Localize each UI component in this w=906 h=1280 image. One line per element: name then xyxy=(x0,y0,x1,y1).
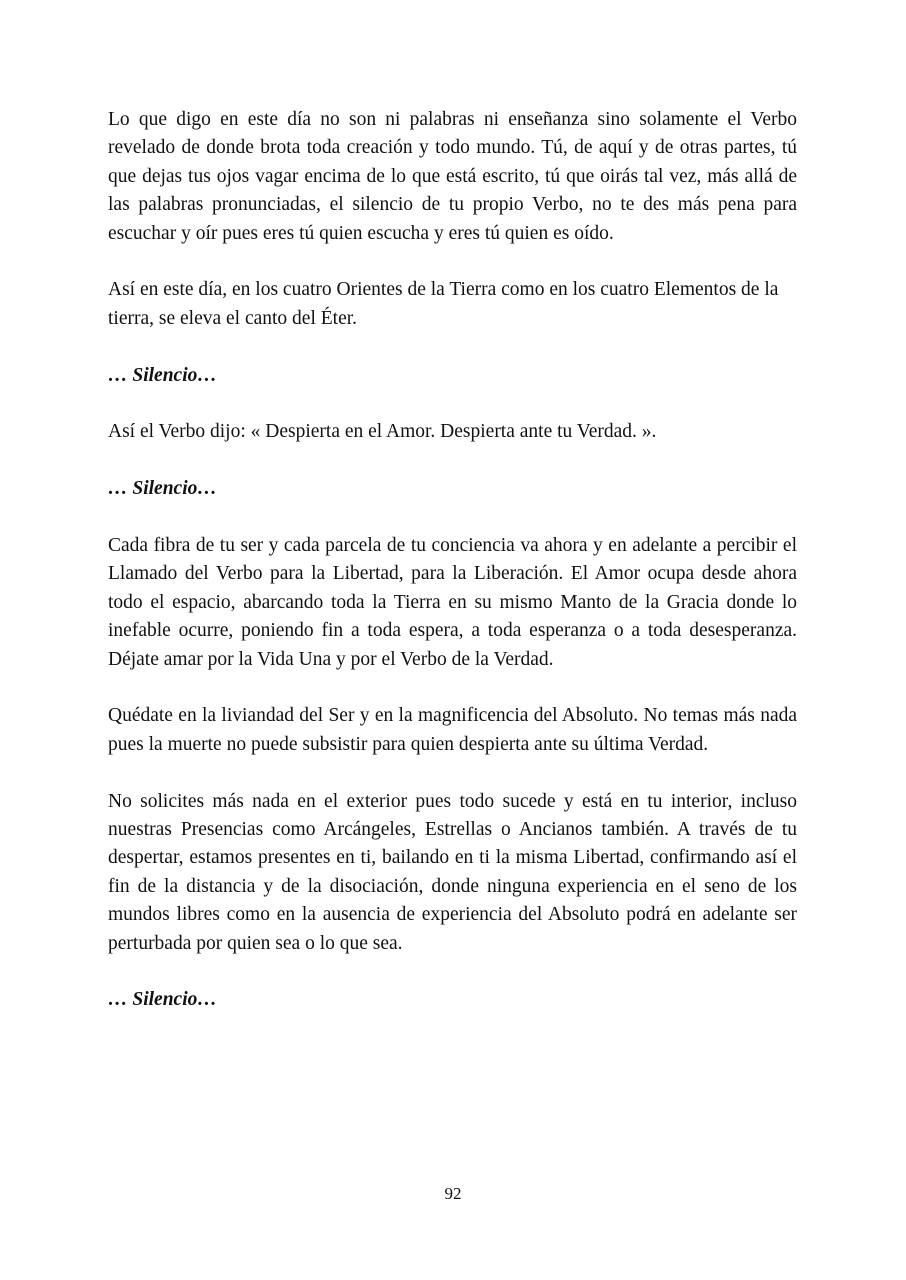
silence-marker: … Silencio… xyxy=(108,989,217,1011)
paragraph-verbo-revelado: Lo que digo en este día no son ni palabras ni enseñanza sino solamente el Verbo revelado de donde brota toda creación y todo mundo. Tú, de aquí y de otras partes, tú que dejas tus ojos vagar encima de lo que está escrito, tú que oirás tal vez, más allá de las palabras pronunciadas, el silencio de tu propio Verbo, no te des más pena para escuchar y oír pues eres tú quien escucha y eres tú quien es oído. xyxy=(108,109,797,244)
paragraph-quedate: Quédate en la liviandad del Ser y en la magnificencia del Absoluto. No temas más nada pues la muerte no puede subsistir para quien despierta ante su última Verdad. xyxy=(108,705,797,755)
paragraph-verbo-dijo: Así el Verbo dijo: « Despierta en el Amor. Despierta ante tu Verdad. ». xyxy=(108,421,657,443)
paragraph-cuatro-orientes: Así en este día, en los cuatro Orientes de la Tierra como en los cuatro Elementos de la tierra, se eleva el canto del Éter. xyxy=(108,279,779,329)
page-body xyxy=(108,106,797,1043)
paragraph-no-solicites: No solicites más nada en el exterior pues todo sucede y está en tu interior, incluso nuestras Presencias como Arcángeles, Estrellas o Ancianos también. A través de tu despertar, estamos presentes en ti, bailando en ti la misma Libertad, confirmando así el fin de la distancia y de la disociación, donde ninguna experiencia en el seno de los mundos libres como en la ausencia de experiencia del Absoluto podrá en adelante ser perturbada por quien sea o lo que sea. xyxy=(108,790,797,954)
paragraph-cada-fibra: Cada fibra de tu ser y cada parcela de tu conciencia va ahora y en adelante a percibir el Llamado del Verbo para la Libertad, para la Liberación. El Amor ocupa desde ahora todo el espacio, abarcando toda la Tierra en su mismo Manto de la Gracia donde lo inefable ocurre, poniendo fin a toda espera, a toda esperanza o a toda desesperanza. Déjate amar por la Vida Una y por el Verbo de la Verdad. xyxy=(108,535,797,670)
page-number: 92 xyxy=(444,1184,462,1203)
silence-marker: … Silencio… xyxy=(108,364,217,386)
silence-marker: … Silencio… xyxy=(108,478,217,500)
